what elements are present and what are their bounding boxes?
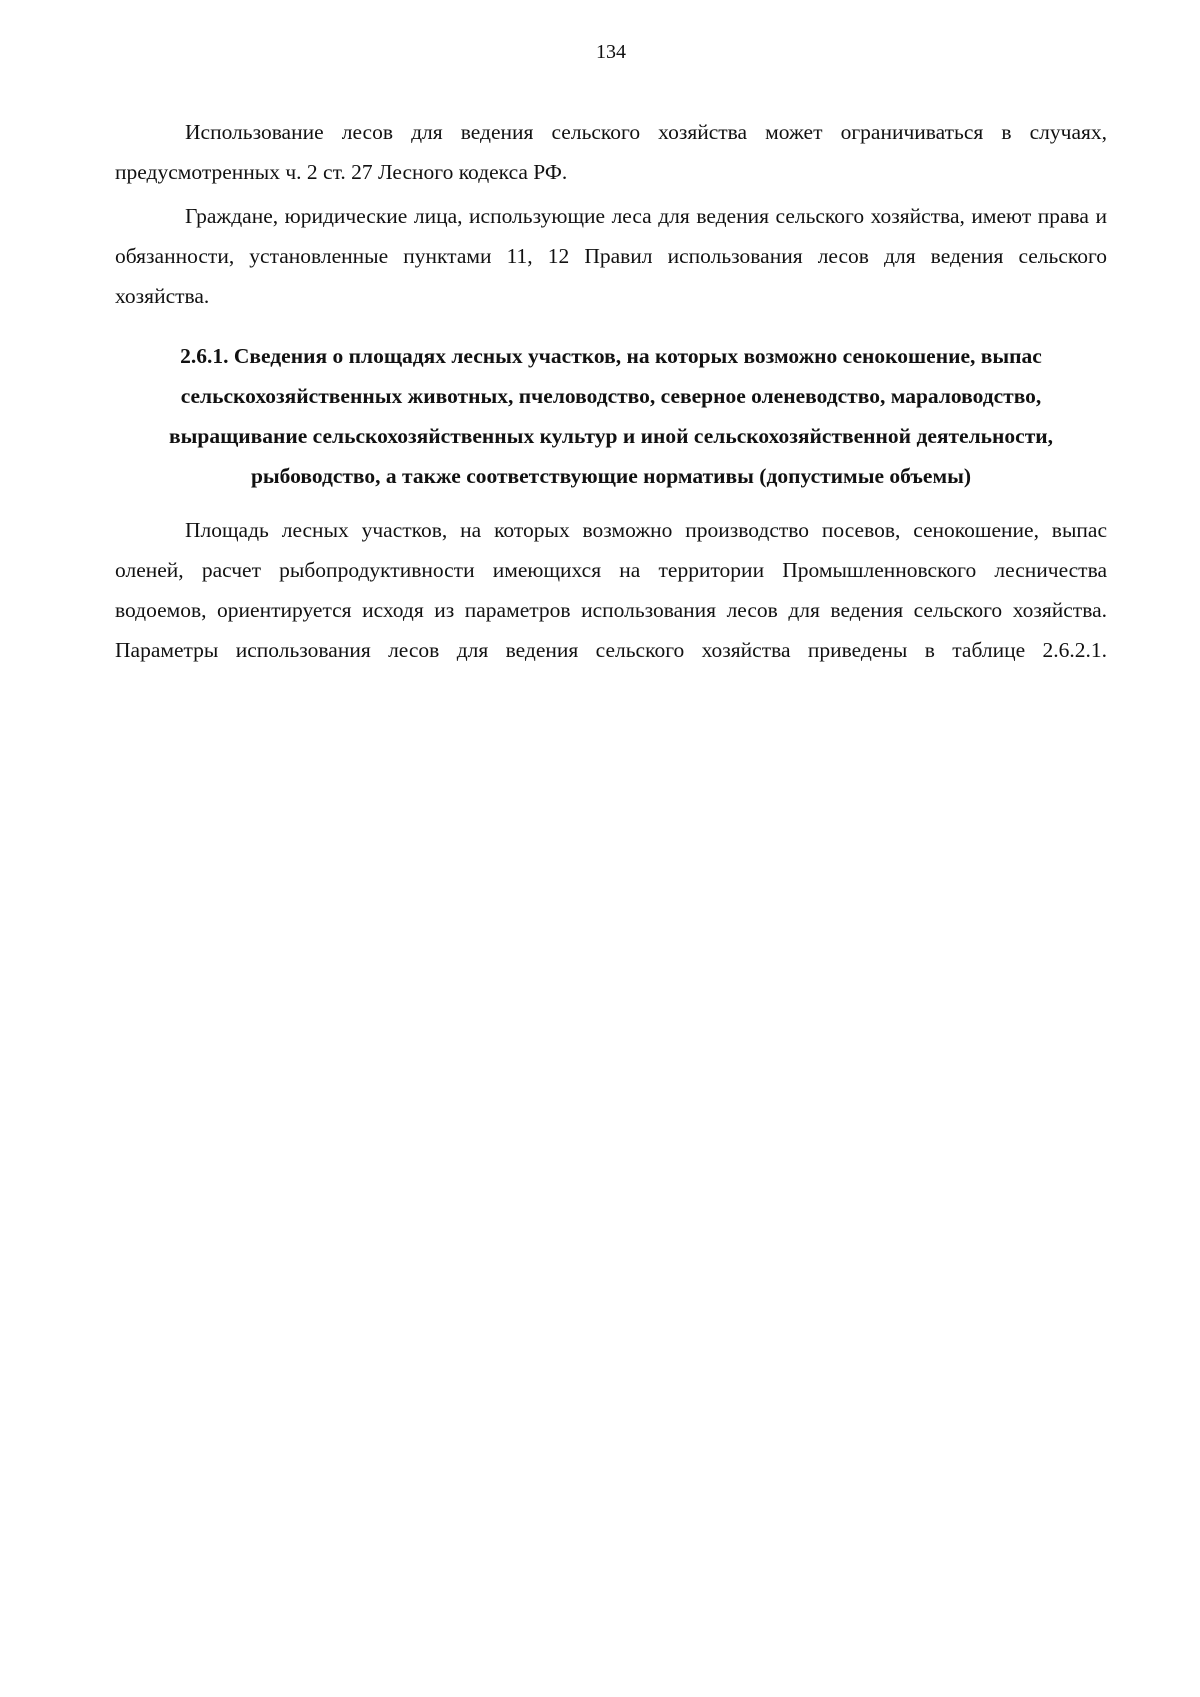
section-heading: 2.6.1. Сведения о площадях лесных участков, на которых возможно сенокошение, выпас сельскохозяйственных животных, пчеловодство, северное оленеводство, мараловодство, выращивание сельскохозяйственных культур и иной сельскохозяйственной деятельности, рыбоводство, а также соответствующие нормативы (допустимые объемы) bbox=[168, 344, 1054, 488]
paragraph-rights-and-obligations: Граждане, юридические лица, использующие леса для ведения сельского хозяйства, имеют права и обязанности, установленные пунктами 11, 12 Правил использования лесов для ведения сельского хозяйства. bbox=[115, 204, 1107, 308]
page-content bbox=[115, 112, 1107, 670]
paragraph-forest-plot-area: Площадь лесных участков, на которых возможно производство посевов, сенокошение, выпас оленей, расчет рыбопродуктивности имеющихся на территории Промышленновского лесничества водоемов, ориентируется исходя из параметров использования лесов для ведения сельского хозяйства. Параметры использования лесов для ведения сельского хозяйства приведены в таблице 2.6.2.1. bbox=[115, 518, 1107, 662]
page-number: 134 bbox=[596, 41, 626, 63]
paragraph-forest-use-restrictions: Использование лесов для ведения сельского хозяйства может ограничиваться в случаях, предусмотренных ч. 2 ст. 27 Лесного кодекса РФ. bbox=[115, 120, 1107, 184]
